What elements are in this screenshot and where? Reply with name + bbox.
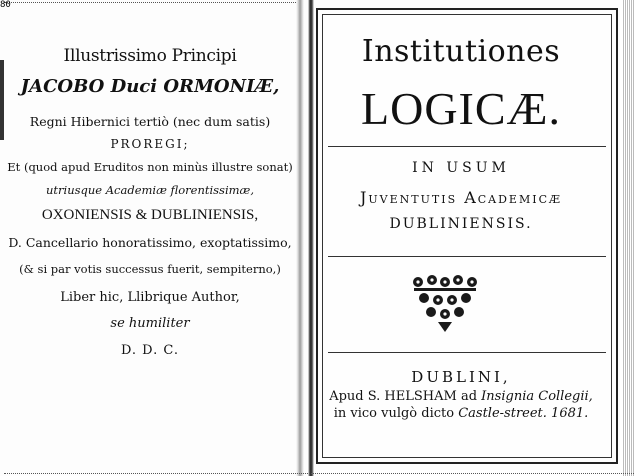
imprint-line [300, 406, 622, 421]
title-main: LOGICÆ. [361, 83, 561, 134]
dedication-line: D. Cancellario honoratissimo, exoptatissimo, [8, 235, 292, 250]
divider-rule [328, 146, 606, 147]
dedication-line: PROREGI; [110, 137, 190, 151]
purpose-line: Juventutis Academicæ [360, 188, 562, 207]
dedication-signature: D. D. C. [120, 343, 180, 358]
dedication-line: Regni Hibernici tertiò (nec dum satis) [29, 114, 271, 129]
scan-border-top [4, 2, 296, 3]
scan-border-bottom [4, 473, 634, 474]
imprint-street: Castle-street. [458, 406, 547, 421]
dedication-line: Illustrissimo Principi [63, 46, 237, 66]
dedication-line: se humiliter [110, 316, 190, 331]
imprint-line [300, 389, 622, 404]
dedication-line: JACOBO Duci ORMONIÆ, [20, 76, 280, 97]
book-binding-edge [308, 0, 314, 476]
dedication-line: Et (quod apud Eruditos non minùs illustre sonat) [7, 160, 293, 174]
page-edge-stack [622, 0, 635, 476]
imprint-year: 1681. [546, 406, 589, 421]
imprint-street-prefix: in vico vulgò dicto [333, 406, 459, 421]
purpose-line: IN USUM [412, 160, 510, 176]
divider-rule [328, 352, 606, 353]
imprint-city: DUBLINI, [411, 368, 511, 386]
divider-rule [328, 256, 606, 257]
imprint-sign: Insignia Collegii, [481, 389, 593, 404]
corner-label: 80 [0, 0, 11, 10]
dedication-line: (& si par votis successus fuerit, sempiterno,) [19, 262, 281, 276]
title-line: Institutiones [361, 34, 561, 69]
imprint-printer: Apud S. HELSHAM ad [329, 389, 482, 404]
purpose-line: DUBLINIENSIS. [389, 216, 533, 232]
printers-ornament-icon [410, 272, 480, 334]
dedication-line: OXONIENSIS & DUBLINIENSIS, [41, 207, 259, 223]
dedication-line: utriusque Academiæ florentissimæ, [45, 183, 254, 197]
dedication-line: Liber hic, Llibrique Author, [60, 290, 240, 305]
